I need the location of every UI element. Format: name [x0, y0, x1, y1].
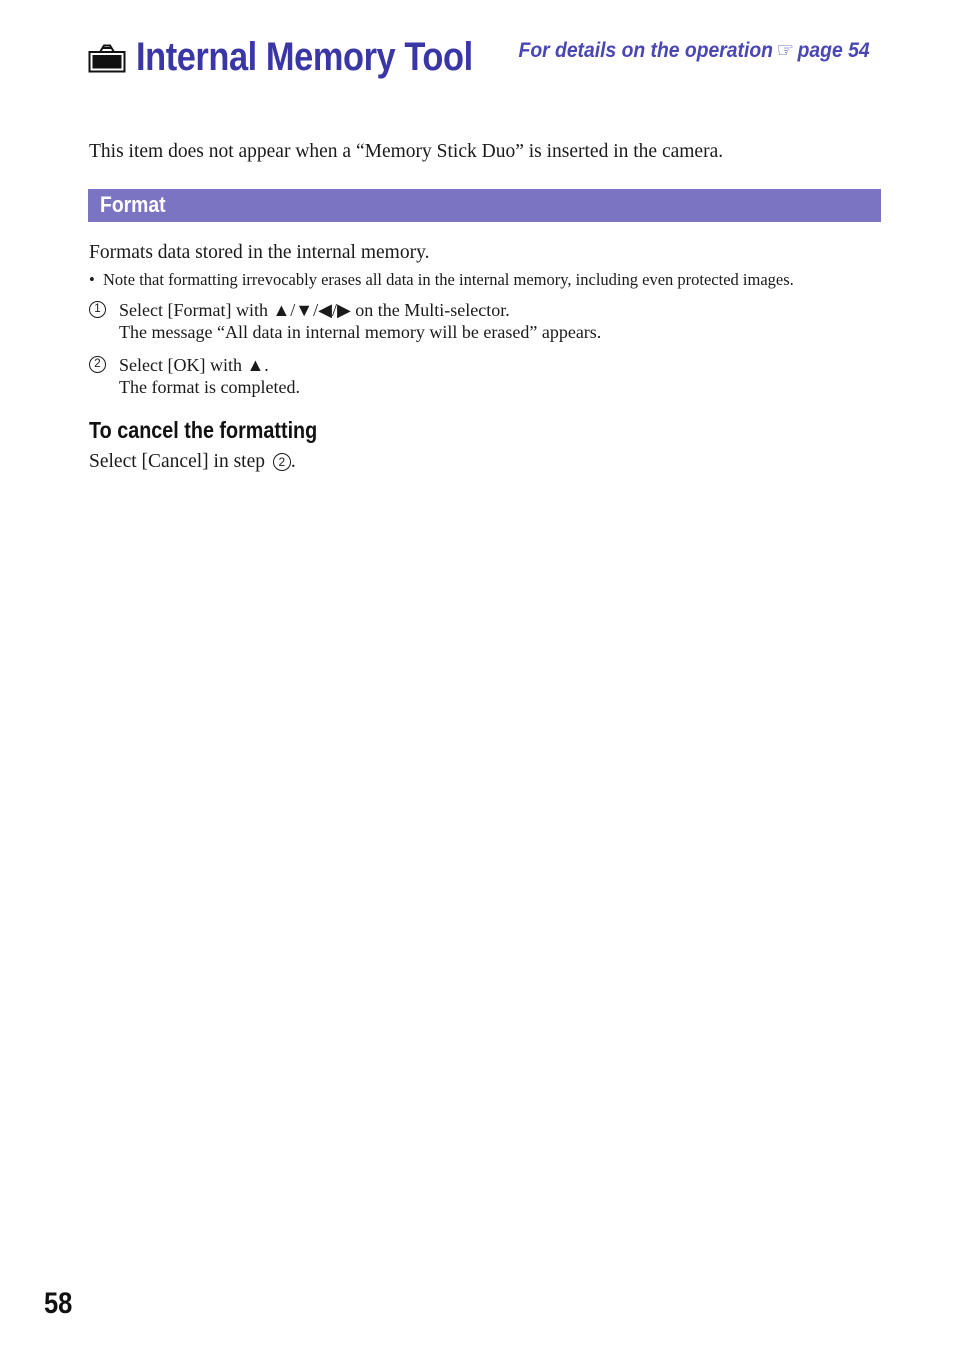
step-instruction: Select [OK] with ▲.: [119, 355, 269, 375]
cancel-text: Select [Cancel] in step: [89, 451, 265, 472]
step-result: The message “All data in internal memory will be erased” appears.: [119, 322, 602, 342]
pointing-hand-icon: ☞: [777, 39, 795, 62]
step-number-1: 1: [89, 301, 106, 318]
toolbox-icon: [88, 43, 126, 73]
step-instruction: Select [Format] with ▲/▼/◀/▶ on the Multi-selector.: [119, 300, 510, 320]
details-link[interactable]: [519, 38, 870, 64]
details-page-ref: page 54: [798, 39, 870, 62]
cancel-suffix: .: [290, 451, 296, 472]
step-result: The format is completed.: [119, 377, 300, 397]
bullet-icon: •: [89, 270, 95, 289]
section-header-format: [88, 189, 881, 222]
cancel-heading: To cancel the formatting: [89, 417, 318, 443]
intro-text: This item does not appear when a “Memory Stick Duo” is inserted in the camera.: [89, 141, 724, 162]
cancel-instruction: [89, 450, 296, 474]
note-content: Note that formatting irrevocably erases all data in the internal memory, including even protected images.: [103, 270, 794, 289]
page-header: [88, 34, 878, 84]
page-number: 58: [44, 1287, 73, 1320]
section-title: Format: [100, 192, 166, 217]
step-1: [89, 299, 602, 343]
page-title: Internal Memory Tool: [136, 35, 473, 79]
step-number-2: 2: [89, 356, 106, 373]
details-prefix: For details on the operation: [518, 39, 774, 62]
step-ref-number: 2: [273, 453, 291, 471]
step-2: [89, 354, 300, 398]
note-text: [89, 269, 794, 291]
section-description: Formats data stored in the internal memory.: [89, 242, 430, 263]
